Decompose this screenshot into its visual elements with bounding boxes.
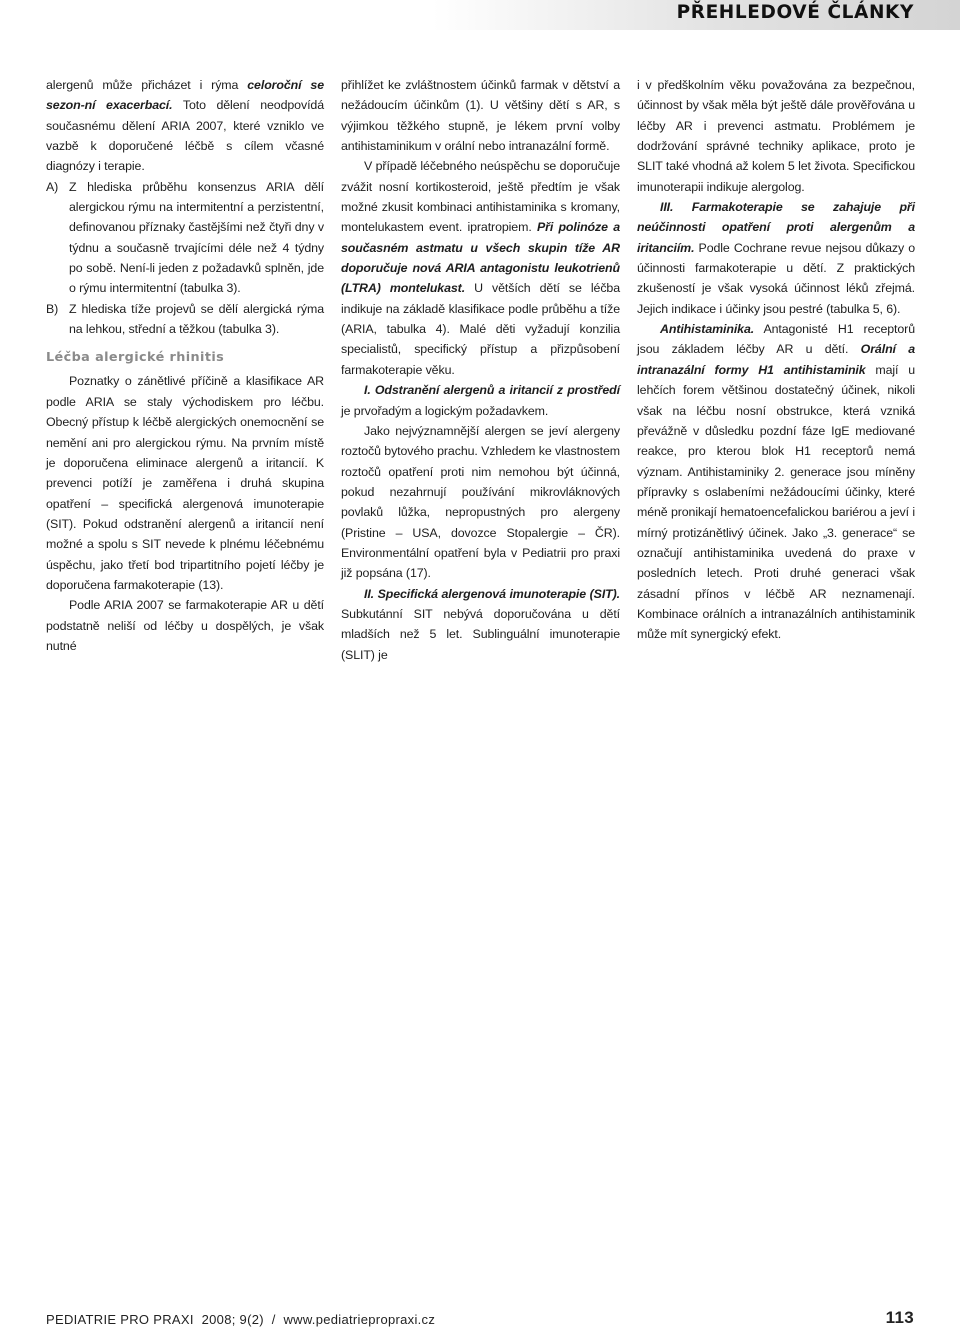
emphasis-text: III. Farmakoterapie se zahajuje při neúčinnosti opatření proti alergenům a iritanciím.: [637, 200, 915, 255]
paragraph: Podle ARIA 2007 se farmakoterapie AR u dětí podstatně neliší od léčby u dospělých, je však nutné: [46, 598, 324, 653]
journal-issue: 2008; 9(2): [201, 1312, 264, 1327]
list-marker: B): [46, 301, 59, 316]
column-left: [46, 75, 324, 656]
paragraph: Poznatky o zánětlivé příčině a klasifikace AR podle ARIA se staly východiskem pro léčbu. Obecný přístup k léčbě alergických onemocnění se nemění ani pro alergickou rýmu. Na prvním místě je doporučena eliminace alergenů a iritancií. K prevenci potíží je zaměřena i druhá skupina opatření – specifická alergenová imunoterapie (SIT). Pokud odstranění alergenů a iritancií není možné a spolu s SIT nevede k plnému léčebnému úspěchu, jako třetí bod tripartitního pojetí léčby je doporučena farmakoterapie (13).: [46, 374, 324, 592]
text-run: Podle Cochrane revue nejsou důkazy o účinnosti farmakoterapie u dětí. Z praktických zkušeností je však vysoká účinnost léků zřejmá. Jejich indikace i účinky jsou pestré (tabulka 5, 6).: [637, 240, 915, 316]
page-number: 113: [885, 1308, 914, 1327]
emphasis-text: I. Odstranění alergenů a iritancií z prostředí: [364, 383, 620, 398]
text-run: V případě léčebného neúspěchu se doporučuje zvážit nosní kortikosteroid, ještě předtím je však možné zkusit kombinaci antihistaminika s kromany, montelukastem event. ipratropiem.: [341, 159, 620, 235]
emphasis-text: Při polinóze a současném astmatu u všech skupin tíže AR doporučuje nová ARIA antagonistu leukotrienů (LTRA) montelukast.: [341, 220, 620, 296]
journal-name: PEDIATRIE PRO PRAXI: [46, 1312, 194, 1327]
text-run: Antagonisté H1 receptorů jsou základem léčby AR u dětí.: [637, 322, 915, 357]
list-item-text: Z hlediska tíže projevů se dělí alergická rýma na lehkou, střední a těžkou (tabulka 3).: [69, 301, 324, 337]
list-item-a: [46, 177, 324, 299]
page-footer: [46, 1308, 914, 1328]
paragraph: [46, 75, 324, 177]
paragraph: [637, 197, 915, 319]
text-run: Subkutánní SIT nebývá doporučována u dětí mladších než 5 let. Sublinguální imunoterapie (SLIT) je: [341, 606, 620, 662]
text-run: mají u lehčích forem většinou dostatečný účinek, nikoli však na léčbu nosní obstrukce, která vzniká převážně v důsledku pozdní fáze IgE mediované reakce, pro kterou blok H1 receptorů nemá význam. Antihistaminiky 2. generace jsou míněny přípravky s oslabeními nežádoucími účinky, které méně pronikají hematoencefalickou bariérou a jeví i mírný protizánětlivý účinek. Jako „3. generace“ se označují antihistaminika uvedená do praxe v posledních letech. Proti druhé generaci však zásadní přínos v léčbě AR neznamenají. Kombinace orálních a intranazálních antihistaminik může mít synergický efekt.: [637, 362, 916, 642]
section-label: PŘEHLEDOVÉ ČLÁNKY: [676, 2, 914, 23]
paragraph: [341, 380, 620, 421]
paragraph: [341, 584, 620, 665]
list-item-text: Z hlediska průběhu konsenzus ARIA dělí alergickou rýmu na intermitentní a perzistentní, definovanou příznaky častějšími než čtyři dny v týdnu a současně trvajícími déle než 4 týdny po sobě. Není-li jeden z požadavků splněn, jde o rýmu intermitentní (tabulka 3).: [69, 179, 324, 296]
list-item-b: [46, 299, 324, 340]
paragraph: Jako nejvýznamnější alergen se jeví alergeny roztočů bytového prachu. Vzhledem ke vlastnostem roztočů opatření proti nim nemohou být účinná, pokud nezahrnují používání mikrovláknových povlaků lůžka, nepropustných pro alergeny (Pristine – USA, dovozce Stopalergie – ČR). Environmentální opatření byla v Pediatrii pro praxi již popsána (17).: [341, 423, 620, 581]
footer-separator: /: [271, 1312, 276, 1327]
text-run: je prvořadým a logickým požadavkem.: [341, 403, 549, 418]
paragraph: i v předškolním věku považována za bezpečnou, účinnost by však měla být ještě dále prověřována u léčby AR i prevenci astmatu. Problémem je dodržování správné techniky aplikace, proto je SLIT také vhodná až kolem 5 let života. Specifickou imunoterapii indikuje alergolog.: [637, 78, 915, 194]
text-run: Toto dělení neodpovídá současnému dělení ARIA 2007, které vzniklo ve vazbě k doporučené léčbě s cílem včasné diagnózy i terapie.: [46, 98, 324, 174]
column-middle: [341, 75, 620, 665]
emphasis-text: Orální a intranazální formy H1 antihistaminik: [637, 342, 915, 377]
list-marker: A): [46, 179, 59, 194]
paragraph: přihlížet ke zvláštnostem účinků farmak v dětství a nežádoucím účinkům (1). U většiny dětí s AR, s výjimkou těžkého stupně, je lékem první volby antihistaminikum v orální nebo intranazální formě.: [341, 78, 620, 154]
text-run: alergenů může přicházet i rýma: [46, 78, 248, 92]
paragraph: [341, 156, 620, 380]
paragraph: [637, 319, 915, 645]
emphasis-text: Antihistaminika.: [660, 322, 755, 337]
text-run: U větších dětí se léčba indikuje na základě klasifikace podle průběhu a tíže (ARIA, tabulka 4). Malé děti vyžadují konzilia specialistů, specifický přístup a přizpůsobení farmakoterapie věku.: [341, 281, 620, 377]
column-right: [637, 75, 915, 645]
section-heading: Léčba alergické rhinitis: [46, 350, 225, 366]
journal-url[interactable]: www.pediatriepropraxi.cz: [283, 1312, 436, 1327]
emphasis-text: celoroční se sezon-ní exacerbací.: [46, 78, 324, 113]
emphasis-text: II. Specifická alergenová imunoterapie (SIT).: [364, 586, 620, 601]
